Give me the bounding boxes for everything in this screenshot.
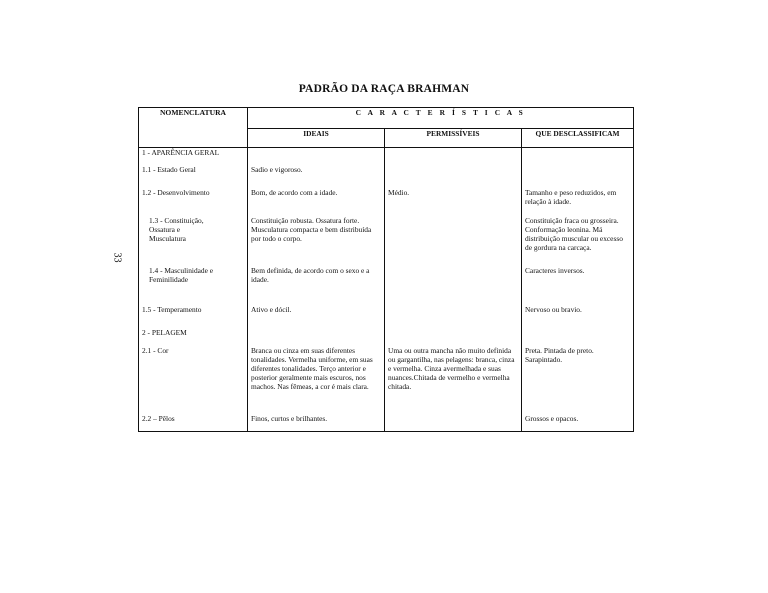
table-row (139, 263, 634, 302)
cell-permissiveis: Médio. (385, 185, 522, 213)
cell-permissiveis (385, 263, 522, 302)
breed-standard-table (138, 107, 634, 432)
cell-desclassificam: Nervoso ou bravio. (522, 302, 634, 326)
row-label: 1.4 - Masculinidade e Feminilidade (149, 266, 214, 285)
table-row (139, 213, 634, 263)
cell-permissiveis (385, 162, 522, 185)
cell-permissiveis (385, 410, 522, 432)
row-label: 1.5 - Temperamento (142, 305, 202, 314)
row-label: 2.1 - Cor (142, 346, 169, 355)
section-row (139, 148, 634, 163)
row-label: 1.2 - Desenvolvimento (142, 188, 210, 197)
column-header-ideais: IDEAIS (248, 129, 385, 148)
nomenclature-header: NOMENCLATURA (139, 108, 248, 148)
cell-desclassificam (522, 162, 634, 185)
characteristics-header: C A R A C T E R Í S T I C A S (248, 108, 634, 129)
cell-ideais: Constituição robusta. Ossatura forte. Musculatura compacta e bem distribuída por todo o corpo. (248, 213, 385, 263)
column-header-permissiveis: PERMISSÍVEIS (385, 129, 522, 148)
page-number: 33 (111, 252, 123, 263)
cell-desclassificam: Constituição fraca ou grosseira. Conformação leonina. Má distribuição muscular ou excesso de gordura na carcaça. (522, 213, 634, 263)
cell-permissiveis: Uma ou outra mancha não muito definida ou gargantilha, nas pelagens: branca, cinza e vermelha. Cinza avermelhada e suas nuances.Chitada de vermelho e vermelha chitada. (385, 342, 522, 410)
table-row (139, 185, 634, 213)
table-header-row (139, 108, 634, 129)
table-row (139, 302, 634, 326)
cell-ideais: Finos, curtos e brilhantes. (248, 410, 385, 432)
cell-ideais: Sadio e vigoroso. (248, 162, 385, 185)
cell-desclassificam: Tamanho e peso reduzidos, em relação à idade. (522, 185, 634, 213)
table-row (139, 410, 634, 432)
cell-desclassificam: Preta. Pintada de preto. Sarapintado. (522, 342, 634, 410)
cell-permissiveis (385, 213, 522, 263)
section-title: 2 - PELAGEM (139, 326, 248, 342)
cell-ideais: Ativo e dócil. (248, 302, 385, 326)
column-header-desclassificam: QUE DESCLASSIFICAM (522, 129, 634, 148)
cell-ideais: Bom, de acordo com a idade. (248, 185, 385, 213)
page-title: PADRÃO DA RAÇA BRAHMAN (298, 83, 470, 95)
cell-ideais: Branca ou cinza em suas diferentes tonalidades. Vermelha uniforme, em suas diferentes tonalidades. Terço anterior e posterior geralmente mais escuros, nos machos. Nas fêmeas, a cor é mais clara. (248, 342, 385, 410)
row-label: 2.2 – Pêlos (142, 414, 175, 423)
row-label: 1.1 - Estado Geral (142, 165, 196, 174)
cell-desclassificam: Caracteres inversos. (522, 263, 634, 302)
cell-ideais: Bem definida, de acordo com o sexo e a idade. (248, 263, 385, 302)
cell-permissiveis (385, 302, 522, 326)
table-row (139, 342, 634, 410)
cell-desclassificam: Grossos e opacos. (522, 410, 634, 432)
row-label: 1.3 - Constituição, Ossatura e Musculatura (149, 216, 204, 244)
section-row (139, 326, 634, 342)
table-row (139, 162, 634, 185)
section-title: 1 - APARÊNCIA GERAL (139, 148, 248, 163)
